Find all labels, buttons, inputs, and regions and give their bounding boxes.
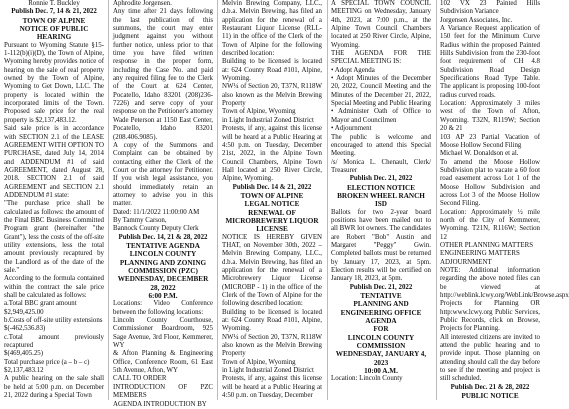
notice-text: CALL TO ORDER [113,375,167,383]
notice-text: /s/ Monica L. Chenault, Clerk/ Treasurer [331,158,431,174]
notice-text: ADJOURNMENT [440,258,492,266]
notice-text: NW¼ of Section 20, T37N, R118W also known as the Melvin Brewing Property [222,83,322,108]
notice-text: Location: Approximately 3 miles west of the Town of Afton, Wyoming. T32N, R119W; Section 20 & 21 [440,100,540,133]
notice-heading: 10:00 A.M. [364,367,398,376]
notice-text: Protests, if any, against this license will be heard at a Public Hearing at 4:50 p.m. on Tuesday, December 21st, 2022, in the Alpine Town Council Chambers, Alpine Town Hall located at 250 River Circle, Alpine, Wyoming. [222,125,322,183]
notice-text: A public hearing on the sale shall be held at 5:00 p.m. on December 21, 2022 during a Special Town [4,375,104,400]
notice-heading: WEDNESDAY, DECEMBER 28, 2022 [117,275,209,292]
notice-text: Building to be licensed is located at: 624 County Road #101, Alpine, Wyoming. [222,58,322,83]
notice-text: THE AGENDA FOR THE SPECIAL MEETING IS: [331,50,431,66]
notice-text: A SPECIAL TOWN COUNCIL MEETING on Wednesday, January 4th, 2023, at 7:00 p.m., at the Alpine Town Council Chambers located at 250 River Circle, Alpine, Wyoming. [331,0,431,49]
notice-heading: PLANNING AND [353,300,409,309]
notice-heading: WEDNESDAY, JANUARY 4, 2023 [335,350,427,367]
notice-text: NW¼ of Section 20, T37N, R118W also known as the Melvin Brewing Property [222,333,322,358]
column-2 [113,0,213,408]
notice-text: A copy of the Summons and Complaint can be obtained by contacting either the Clerk of the Court or the attorney for Petitioner. If you wish legal assistance, you should immediately retain an attorney to advise you in this matter. [113,141,213,208]
notice-heading: BROKEN WHEEL RANCH ISD [337,191,425,209]
notice-text: NOTE: Additional information regarding the above noted files can be viewed at http://weblink.lcwy.org/WebLink/Browse.aspx Projects for Planning OR http:www.lcwy.org Public Services, Public Records, click on Browse, Projects for Planning. [440,267,569,333]
notice-heading: LICENSE [256,225,288,234]
notice-text: c.Total amount previously recaptured [4,333,104,350]
notice-text: INTRODUCTION OF PZC MEMBERS [113,383,213,400]
notice-text: Any time after 21 days following the last publication of this summons, the court may enter judgment against you without further notice, unless prior to that time you have filed written response in the proper form, including the Case No. and paid any required filing fee to the Clerk of the Court at 624 Center, Pocatello, Idaho 83201 (208)236-7226) and serve copy of your response on the Petitioner's attorney Wade Peterson at 1150 East Center, Pocatello, Idaho 83201 (208.406.9085). [113,8,213,141]
notice-text: • Administer Oath of Office to Mayor and Councilmen [331,108,431,124]
notice-heading: TOWN OF ALPINE [240,191,304,200]
column-3 [222,0,322,400]
notice-text: in Light Industrial Zoned District [222,367,314,375]
column-4 [331,0,431,400]
notice-text: $(-462,536.83) [4,325,46,333]
publish-line: Publish Dec. 7, 14 & 21, 2022 [11,8,97,16]
notice-text: Said sale price is in accordance with SECTION 2.1 of the LEASE AGREEMENT WITH OPTION TO PURCHASE, dated July 14, 2014 and ADDENDUM #1 of said AGREEMENT, dated August 28, 2018. SECTION 2.1 of said AGREEMENT and SECTION 2.1 ADDENDUM #1 state: [4,125,104,199]
notice-text: Locations: Video Conference between the following locations: [113,300,213,316]
column-divider [327,0,328,400]
notice-text: & Afton Planning & Engineering Office, Conference Room, 61 East 5th Avenue, Afton, WY [113,350,213,375]
notice-heading: LINCOLN COUNTY [129,250,197,259]
notice-text: By Tammy Carson, [113,216,167,224]
notice-text: According to the formula contained within the contract the sale price shall be calculated as follows: [4,275,104,300]
notice-heading: RENEWAL OF [248,208,296,217]
notice-text: Location: Approximately ½ mile north of the City of Kemmerer, Wyoming. T21N, R116W; Section 12 [440,208,540,241]
notice-text: Bannock County Deputy Clerk [113,225,199,233]
notice-text: a.Total BBC grant amount [4,300,77,308]
column-1 [4,0,104,400]
column-divider [217,0,218,400]
notice-heading: ELECTION NOTICE [346,183,416,192]
notice-heading: LINCOLN COUNTY [347,333,415,342]
notice-text: • Adjournment [331,125,372,133]
notice-text: Pursuant to Wyoming Statute §15-1-112(b)(i)(D), the Town of Alpine, Wyoming hereby provides notice of hearing on the sale of real property owned by the Town of Alpine, Wyoming to Get Down, LLC. The property is located within the incorporated limits of the Town. Proposed sale price for the real property is $2,137,483.12. [4,41,104,124]
notice-heading: TENTATIVE [360,292,402,301]
notice-text: NOTICE IS HEREBY GIVEN THAT, on November 30th, 2022 – Melvin Brewing Company, LLC., d.b.a. Melvin Brewing, has filed an application for the renewal of a Microbrewery Liquor License (MICROBP - 1) in the office of the Clerk of the Town of Alpine for the following described location: [222,233,322,308]
notice-heading: TENTATIVE AGENDA [126,241,200,250]
notice-heading: FOR [373,325,389,334]
notice-text: • Adopt Agenda [331,66,375,74]
notice-text: $2,949,425.00 [4,308,44,316]
notice-text: Ballots for two 2-year board positions have been mailed out to all BWR lot owners. The candidates are Robert "Bob" Austin and Margaret "Peggy" Gwin. Completed ballots must be returned by January 17, 2023, at 5pm. Election results will be certified on January 18, 2023, at 5pm. [331,208,431,283]
publish-line: Publish Dec. 21 & 28, 2022 [450,383,530,391]
notice-text: $(469,405.25) [4,350,44,358]
notice-text: 102 VX 23 Painted Hills Subdivision Variance [440,0,540,16]
notice-text: A Variance Request application of 150 feet for the Minimum Curve Radius within the proposed Painted Hills Subdivision from the 230-foot foot requirement of CH 4.8 Subdivision Road Design Specifications Road Type Table. The applicant is proposing 100-foot radius curved roads. [440,25,540,99]
notice-text: Jorgensen Associates, Inc. [440,16,513,24]
notice-text: Aphrodite Jorgensen. [113,0,172,7]
notice-heading: AGENDA [365,317,397,326]
publish-line: Publish Dec. 14, 21 & 28, 2022 [118,233,208,241]
notice-heading: NOTICE OF PUBLIC HEARING [19,25,89,42]
notice-text: 103 AP 23 Partial Vacation of Moose Hollow Second Filing [440,133,540,149]
column-divider [436,0,437,400]
notice-text: "The purchase price shall be calculated as follows: the amount of the Final BBC Business Committed Program grant (hereinafter "the Grant"), less the costs of the off-site utility extensions, less the total amount previously recaptured by the Landlord as of the date of the sale." [4,200,104,274]
publish-line: Publish Dec. 21, 2022 [349,175,413,183]
notice-text: Town of Alpine, Wyoming [222,108,296,116]
notice-text: Total purchase price (a – b – c) [4,358,90,366]
notice-heading: LEGAL NOTICE [244,200,300,209]
column-5 [440,0,569,401]
notice-heading: PLANNING AND ZONING [119,258,207,267]
notice-text: The public is welcome and encouraged to attend this Special Meeting. [331,133,431,158]
notice-text: Town of Alpine, Wyoming [222,358,296,366]
notice-text: Ronnie T. Buckley [28,0,80,7]
notice-text: To amend the Moose Hollow Subdivision plat to vacate a 60 foot road easement across Lot 1 of the Moose Hollow Subdivision and across Lot 3 of the Moose Hollow Second Filing. [440,158,540,208]
notice-text: Lincoln County Courthouse, Commissioner Boardroom, 925 Sage Avenue, 3rd Floor, Kemmerer, WY [113,317,213,350]
notice-heading: COMMISSION [356,342,406,351]
notice-heading: MICROBREWERY LIQUOR [225,216,319,225]
notice-text: b.Costs of off-site utility extensions [4,317,103,325]
notice-text: Location: Lincoln County [331,375,403,383]
notice-text: AGENDA INTRODUCTION BY [113,400,207,408]
notice-heading: PUBLIC NOTICE [461,392,519,401]
notice-text: ENGINEERING MATTERS [440,250,520,258]
notice-heading: 6:00 P.M. [148,292,178,301]
notice-heading: COMMISSION (PZC) [128,267,198,275]
notice-text: Michael W. Donaldson et al. [440,150,519,158]
notice-text: Dated: 11/1/2022 11:00:00 AM [113,208,200,216]
notice-text: OTHER PLANNING MATTERS [440,241,534,249]
notice-heading: ENGINEERING OFFICE [340,308,422,317]
notice-text: Melvin Brewing Company, LLC., d.b.a. Melvin Brewing, has filed an application for the renewal of a Restaurant Liquor License (RLL-11) in the office of the Clerk of the Town of Alpine for the following described location: [222,0,322,58]
notice-text: • Adopt Minutes of the December 20, 2022, Council Meeting and the Minutes of the December 21, 2022, Special Meeting and Public Hearing [331,75,431,108]
publish-line: Publish Dec. 14 & 21, 2022 [232,183,312,191]
notice-text: All interested citizens are invited to attend the public hearing and to provide input. Those planning on attending should call the day before to see if the meeting and project is still scheduled. [440,333,540,383]
notice-text: $2,137,483.12 [4,367,44,375]
notice-text: Building to be licensed is located at: 624 County Road #101, Alpine, Wyoming. [222,308,322,333]
notice-heading: TOWN OF ALPINE [22,16,86,25]
notice-text: Protests, if any, against this license will be heard at a Public Hearing at 4:50 p.m. on Tuesday, December [222,375,322,400]
publish-line: Publish Dec. 21, 2022 [349,283,413,291]
column-divider [108,0,109,400]
notice-text: in Light Industrial Zoned District [222,116,314,124]
